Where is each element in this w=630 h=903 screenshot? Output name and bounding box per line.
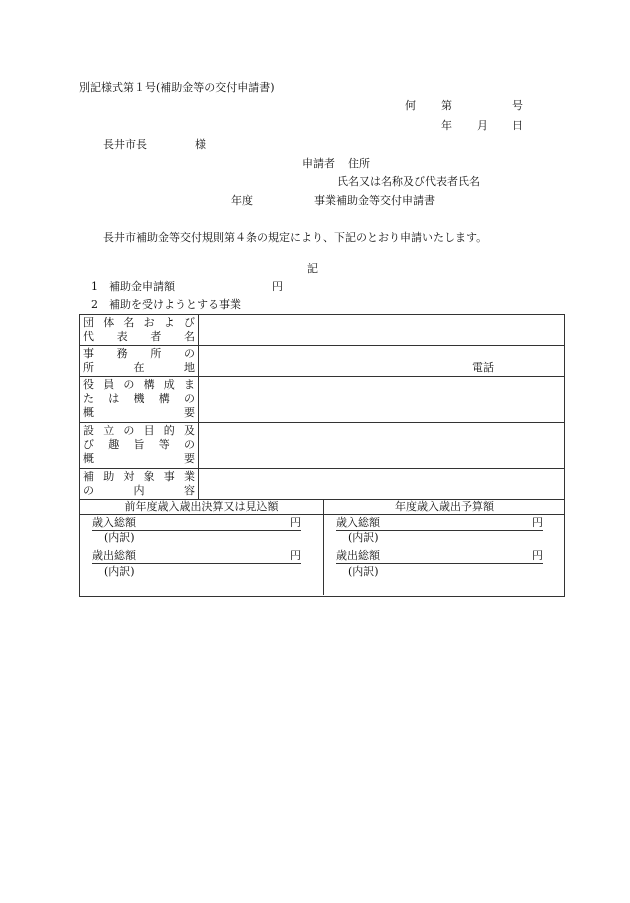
label-char: 役 [83, 378, 94, 391]
label-char: び [83, 438, 94, 451]
purpose-value[interactable] [199, 423, 565, 469]
item1-unit: 円 [272, 280, 283, 293]
doc-number-go: 号 [512, 99, 523, 112]
row-label-purpose [80, 423, 199, 469]
date-year: 年 [441, 119, 452, 132]
applicant-label: 申請者 [302, 157, 335, 170]
row-label-officers [80, 377, 199, 423]
prev-expense-line[interactable] [92, 549, 301, 564]
label-char: は [108, 392, 120, 405]
label-char: 地 [184, 361, 195, 374]
cur-expense-label: 歳出総額 [336, 549, 380, 562]
doc-number-dai: 第 [441, 99, 452, 112]
project-info-table [79, 314, 565, 500]
phone-label: 電話 [472, 361, 494, 374]
prev-revenue-breakdown: (内訳) [104, 531, 135, 544]
label-char: 在 [133, 361, 145, 374]
row-label-office-location [80, 346, 199, 377]
label-char: 対 [123, 470, 135, 483]
label-char: ま [183, 378, 195, 391]
date-month: 月 [477, 119, 488, 132]
label-char: 員 [103, 378, 115, 391]
addressee-honorific: 様 [195, 138, 206, 151]
label-char: 団 [83, 316, 94, 329]
label-char: 体 [103, 316, 115, 329]
label-char: 名 [183, 330, 195, 343]
date-day: 日 [512, 119, 523, 132]
addressee: 長井市長 [103, 138, 147, 151]
label-char: 容 [184, 484, 195, 497]
prev-expense-label: 歳出総額 [92, 549, 136, 562]
label-char: 的 [163, 424, 175, 437]
table-row [80, 469, 565, 500]
item2-label: 補助を受けようとする事業 [109, 298, 241, 311]
label-char: た [83, 392, 94, 405]
prev-revenue-line[interactable] [92, 516, 301, 531]
label-char: の [184, 392, 195, 405]
label-char: 者 [150, 330, 162, 343]
prev-revenue-yen: 円 [290, 516, 301, 529]
label-char: 務 [116, 347, 128, 360]
label-char: 代 [83, 330, 94, 343]
label-char: 趣 [108, 438, 120, 451]
applicant-name-label: 氏名又は名称及び代表者氏名 [337, 175, 480, 188]
label-char: 目 [143, 424, 155, 437]
prev-expense-yen: 円 [290, 549, 301, 562]
prev-expense-breakdown: (内訳) [104, 565, 135, 578]
label-char: び [183, 316, 195, 329]
prev-revenue-label: 歳入総額 [92, 516, 136, 529]
table-row [80, 423, 565, 469]
label-char: 等 [158, 438, 170, 451]
cur-revenue-yen: 円 [532, 516, 543, 529]
cur-expense-breakdown: (内訳) [348, 565, 379, 578]
label-char: 立 [103, 424, 115, 437]
doc-number-prefix: 何 [405, 99, 416, 112]
current-year-budget [324, 499, 565, 595]
item1-number: 1 [91, 280, 98, 293]
label-char: 助 [103, 470, 115, 483]
label-char: 機 [133, 392, 145, 405]
label-char: 成 [163, 378, 175, 391]
cur-revenue-breakdown: (内訳) [348, 531, 379, 544]
project-content-value[interactable] [199, 469, 565, 500]
form-label: 別記様式第１号(補助金等の交付申請書) [79, 81, 275, 94]
label-char: 旨 [133, 438, 145, 451]
row-label-project-content [80, 469, 199, 500]
cur-expense-line[interactable] [336, 549, 543, 564]
label-char: の [123, 424, 135, 437]
label-char: 要 [184, 406, 195, 419]
ki-heading: 記 [307, 262, 318, 275]
label-char: 象 [143, 470, 155, 483]
prev-year-header: 前年度歳入歳出決算又は見込額 [80, 499, 323, 515]
table-row [80, 315, 565, 346]
label-char: 概 [83, 452, 94, 465]
label-char: 業 [183, 470, 195, 483]
budget-table [79, 499, 565, 597]
prev-year-budget [80, 499, 324, 595]
label-char: 概 [83, 406, 94, 419]
label-char: 所 [83, 361, 94, 374]
label-char: 及 [183, 424, 195, 437]
label-char: 構 [158, 392, 170, 405]
org-name-value[interactable] [199, 315, 565, 346]
label-char: 補 [83, 470, 94, 483]
label-char: 要 [184, 452, 195, 465]
label-char: 事 [83, 347, 94, 360]
label-char: 内 [133, 484, 145, 497]
label-char: の [183, 347, 195, 360]
label-char: 所 [150, 347, 162, 360]
label-char: お [143, 316, 155, 329]
applicant-address-label: 住所 [348, 157, 370, 170]
label-char: 構 [143, 378, 155, 391]
office-location-value[interactable] [199, 346, 565, 377]
officers-value[interactable] [199, 377, 565, 423]
table-row [80, 377, 565, 423]
table-row [80, 346, 565, 377]
document-title: 事業補助金等交付申請書 [314, 194, 435, 207]
label-char: の [83, 484, 94, 497]
label-char: よ [163, 316, 175, 329]
label-char: の [123, 378, 135, 391]
label-char: 事 [163, 470, 175, 483]
label-char: 名 [123, 316, 135, 329]
item1-label: 補助金申請額 [109, 280, 175, 293]
label-char: 表 [116, 330, 128, 343]
item2-number: 2 [91, 298, 98, 311]
cur-expense-yen: 円 [532, 549, 543, 562]
label-char: の [184, 438, 195, 451]
body-text: 長井市補助金等交付規則第４条の規定により、下記のとおり申請いたします。 [103, 231, 488, 244]
title-year: 年度 [231, 194, 253, 207]
row-label-org-name [80, 315, 199, 346]
label-char: 設 [83, 424, 94, 437]
cur-revenue-line[interactable] [336, 516, 543, 531]
cur-revenue-label: 歳入総額 [336, 516, 380, 529]
current-year-header: 年度歳入歳出予算額 [324, 499, 565, 515]
